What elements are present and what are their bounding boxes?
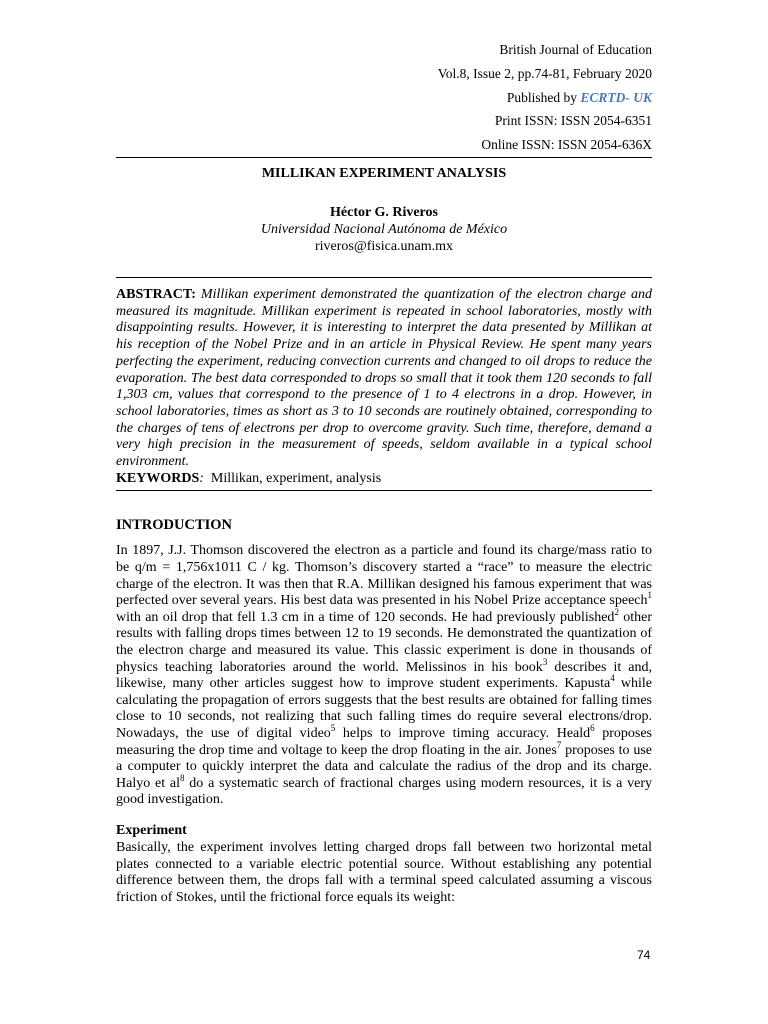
author-name: Héctor G. Riveros [330, 204, 438, 220]
citation-7: 7 [556, 739, 562, 750]
abstract-bottom-divider [116, 490, 652, 491]
intro-text-3: other results with falling drops times between 12 to 19 seconds. He demonstrated the quantization of the electron charge and measured its value. This classic experiment is done in thousands of physics teaching laboratories around the world. Melissinos in his book [116, 609, 653, 675]
keywords [116, 471, 652, 488]
intro-text-1: In 1897, J.J. Thomson discovered the electron as a particle and found its charge/mass ratio to be q/m = 1,756x1011 C / kg. Thomson’s discovery started a “race” to measure the electric charge of the electron. It was then that R.A. Millikan designed his famous experiment that was perfected over several years. His best data was presented in his Nobel Prize acceptance speech [116, 543, 652, 609]
paper-title: MILLIKAN EXPERIMENT ANALYSIS [261, 165, 507, 181]
citation-5: 5 [330, 722, 336, 733]
experiment-paragraph: Basically, the experiment involves letting charged drops fall between two horizontal metal plates connected to a variable electric potential source. Without establishing any potential difference between them, the drops fall with a terminal speed calculated assuming a viscous friction of Stokes, until the frictional force equals its weight: [116, 839, 652, 905]
intro-text-6: helps to improve timing accuracy. Heald [335, 725, 591, 741]
print-issn: Print ISSN: ISSN 2054-6351 [494, 113, 652, 129]
publisher-line [116, 86, 652, 110]
citation-8: 8 [180, 772, 185, 783]
publisher-link[interactable]: ECRTD- UK [580, 89, 652, 105]
published-by-label: Published by [506, 89, 581, 105]
abstract [116, 287, 652, 471]
page [116, 38, 652, 906]
keywords-colon: : [199, 470, 204, 486]
citation-6: 6 [590, 722, 595, 733]
page-number: 74 [637, 948, 651, 962]
journal-volume: Vol.8, Issue 2, pp.74-81, February 2020 [437, 65, 652, 81]
header-divider [116, 157, 652, 158]
citation-4: 4 [610, 673, 615, 684]
author-email[interactable]: riveros@fisica.unam.mx [314, 238, 454, 254]
intro-text-4: describes it and, likewise, many other articles suggest how to improve student experiments. Kapusta [116, 659, 652, 692]
intro-text-8: proposes to use a computer to quickly interpret the data and calculate the radius of the drop and its charge. Halyo et al [116, 742, 652, 791]
keywords-label: KEYWORDS [116, 470, 200, 486]
intro-text-9: do a systematic search of fractional charges using modern resources, it is a very good investigation. [116, 775, 653, 808]
abstract-text: Millikan experiment demonstrated the quantization of the electron charge and measured its magnitude. Millikan experiment is repeated in school laboratories, mostly with disappointing results. However, it is interesting to interpret the data presented by Millikan at his reception of the Nobel Prize and in an article in Physical Review. He spent many years perfecting the experiment, reducing convection currents and changed to oil drops to reduce the evaporation. The best data corresponded to drops so small that it took them 120 seconds to fall 1,303 cm, values that correspond to the presence of 1 to 4 electrons in a drop. However, in school laboratories, times as short as 3 to 10 seconds are routinely obtained, corresponding to the charges of tens of electrons per drop to overcome gravity. Such time, therefore, demand a very high precision in the measurement of speeds, seldom available in a typical school environment. [116, 286, 652, 470]
online-issn: Online ISSN: ISSN 2054-636X [481, 137, 652, 153]
journal-name: British Journal of Education [499, 42, 652, 57]
citation-2: 2 [614, 606, 619, 617]
introduction-paragraph [116, 543, 652, 809]
keywords-text: Millikan, experiment, analysis [210, 470, 382, 486]
abstract-top-divider [116, 277, 652, 278]
citation-1: 1 [647, 590, 652, 601]
intro-text-2: with an oil drop that fell 1.3 cm in a time of 120 seconds. He had previously published [116, 609, 615, 625]
intro-text-5: while calculating the propagation of errors suggests that the best results are obtained for falling times close to 10 seconds, not realizing that such falling times do require several electrons/drop. Nowadays, the use of digital video [116, 676, 652, 741]
introduction-heading: INTRODUCTION [116, 517, 233, 534]
journal-header [116, 38, 652, 157]
abstract-label: ABSTRACT: [116, 286, 196, 302]
intro-text-7: proposes measuring the drop time and voltage to keep the drop floating in the air. Jones [116, 725, 652, 758]
author-affiliation: Universidad Nacional Autónoma de México [260, 221, 508, 237]
citation-3: 3 [542, 656, 548, 667]
experiment-heading: Experiment [116, 822, 187, 838]
